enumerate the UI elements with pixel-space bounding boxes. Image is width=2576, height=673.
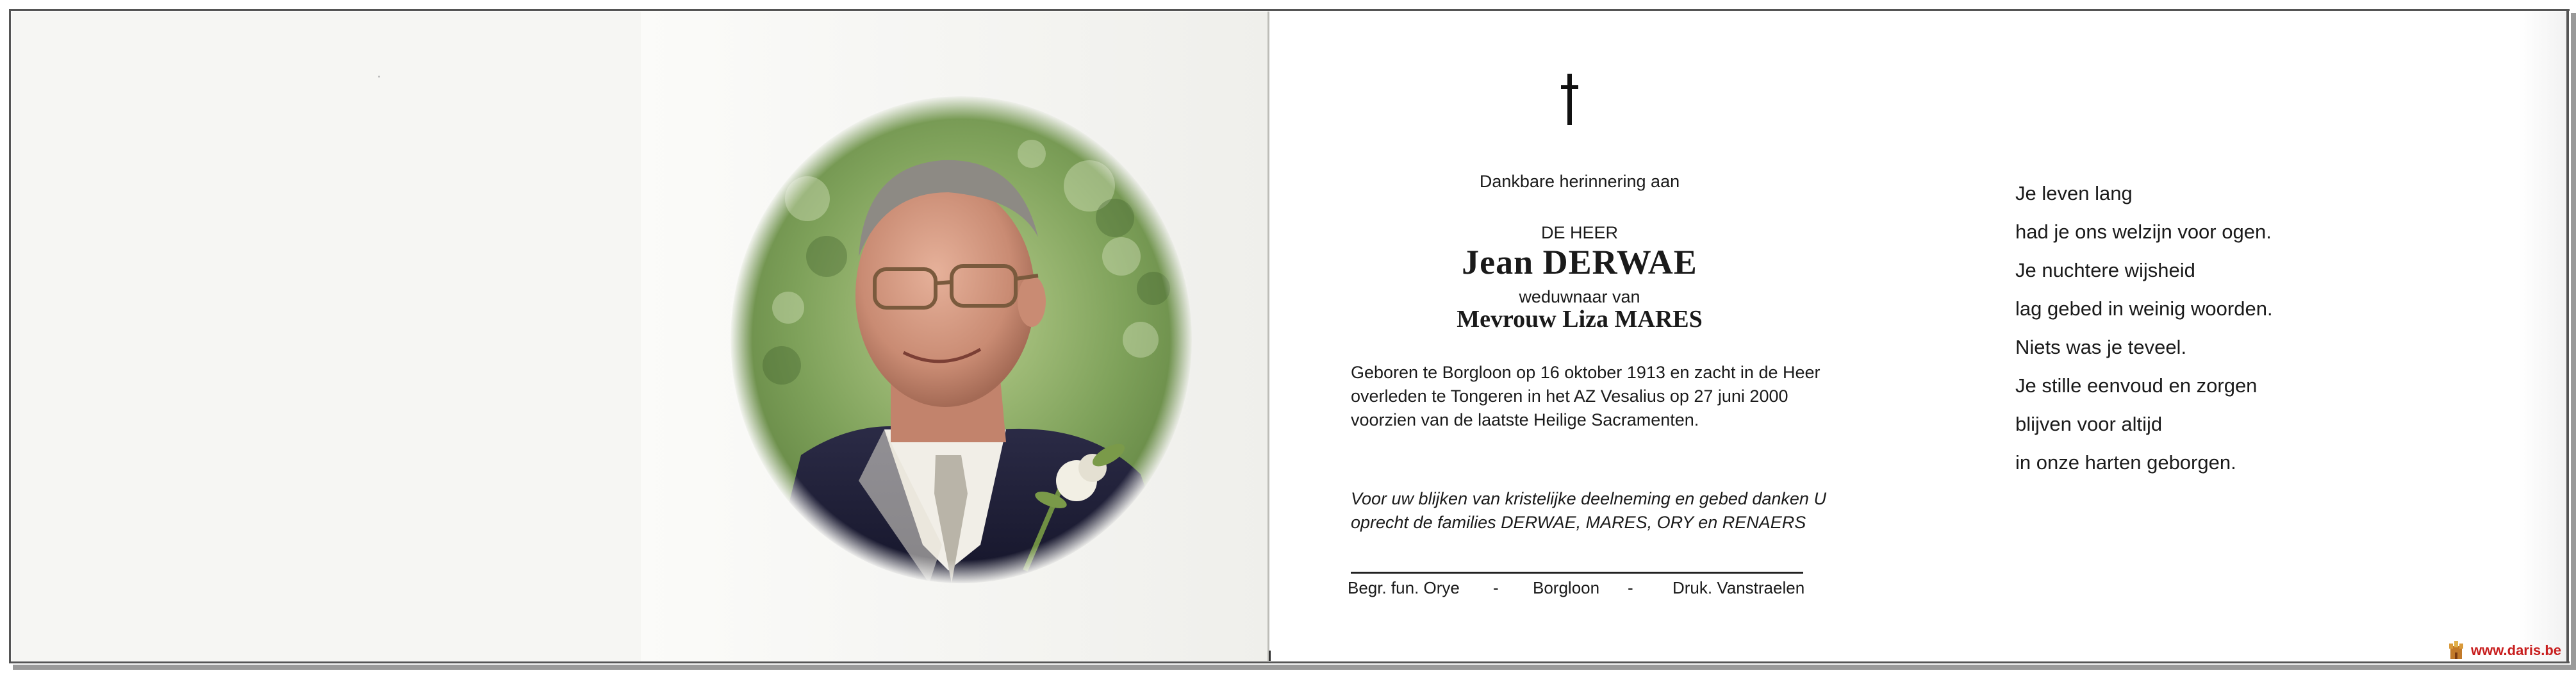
castle-logo-icon [2448, 641, 2465, 660]
life-text [1351, 361, 1822, 432]
frame-top-border [9, 9, 2570, 11]
thanks-text-line: Voor uw blijken van kristelijke deelneming en gebed danken U [1351, 489, 1826, 508]
relation-text: weduwnaar van [1519, 287, 1640, 306]
card-title-prefix: DE HEER [1540, 223, 1619, 242]
poem-line: Je leven lang [2015, 182, 2133, 204]
footer-divider [1351, 572, 1803, 574]
card-intro: Dankbare herinnering aan [1479, 172, 1680, 191]
poem-line: lag gebed in weinig woorden. [2015, 297, 2273, 320]
portrait-photo [731, 96, 1192, 583]
deceased-name: Jean DERWAE [1462, 243, 1697, 281]
life-text-line: voorzien van de laatste Heilige Sacramenten. [1351, 410, 1699, 429]
card-right-edge [2518, 12, 2566, 661]
thanks-text [1351, 487, 1838, 535]
spouse-name: Mevrouw Liza MARES [1457, 306, 1703, 333]
fold-tick-mark [1269, 651, 1271, 661]
poem-line: Je stille eenvoud en zorgen [2015, 374, 2258, 397]
footer-separator: - [1628, 578, 1633, 597]
poem-line: blijven voor altijd [2015, 413, 2163, 435]
paper-speck [378, 76, 380, 78]
poem-line: in onze harten geborgen. [2015, 451, 2236, 474]
poem-line: Je nuchtere wijsheid [2015, 259, 2195, 281]
life-text-line: Geboren te Borgloon op 16 oktober 1913 en zacht in de Heer [1351, 363, 1821, 382]
frame-bottom-border [9, 661, 2570, 663]
footer-printer: Druk. Vanstraelen [1672, 578, 1805, 597]
watermark[interactable] [2448, 641, 2561, 660]
footer-separator: - [1493, 578, 1499, 597]
shadow-bottom [13, 665, 2576, 670]
shadow-right [2571, 13, 2576, 668]
frame-left-border [9, 9, 11, 663]
thanks-text-line: oprecht de families DERWAE, MARES, ORY en RENAERS [1351, 513, 1806, 532]
life-text-line: overleden te Tongeren in het AZ Vesalius op 27 juni 2000 [1351, 386, 1788, 406]
footer-undertaker: Begr. fun. Orye [1348, 578, 1460, 597]
frame-right-border [2566, 9, 2569, 663]
footer-place: Borgloon [1533, 578, 1600, 597]
watermark-text[interactable]: www.daris.be [2471, 642, 2562, 658]
poem-line: had je ons welzijn voor ogen. [2015, 220, 2272, 243]
poem-line: Niets was je teveel. [2015, 336, 2187, 358]
card-right-panel [1269, 12, 2565, 661]
cross-icon [1561, 74, 1578, 125]
poem [2015, 174, 2273, 482]
